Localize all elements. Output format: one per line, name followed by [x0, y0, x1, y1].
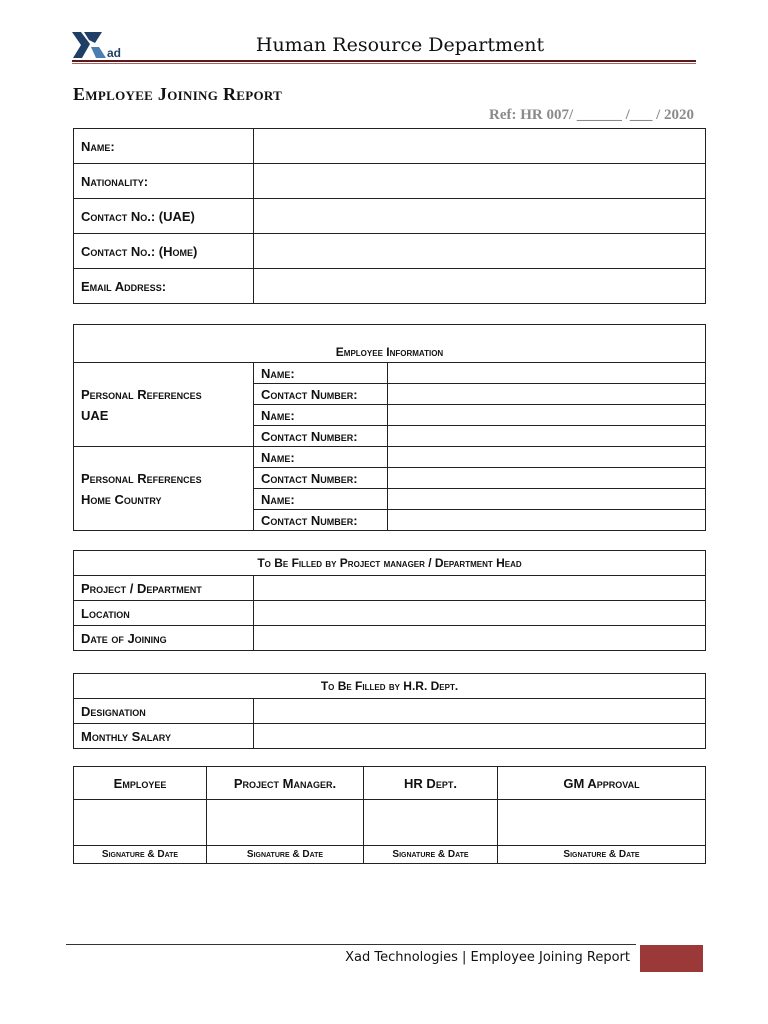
- header-rule: [72, 60, 696, 62]
- project-section-table: [73, 550, 706, 651]
- approvals-table: [73, 766, 706, 864]
- table-row: [74, 129, 706, 164]
- field-label: Date of Joining: [74, 626, 254, 651]
- uae-ref2-contact-field[interactable]: [388, 426, 706, 447]
- table-header-row: [74, 767, 706, 800]
- table-row: [74, 601, 706, 626]
- group-label-home: [74, 447, 254, 531]
- column-header: GM Approval: [498, 767, 706, 800]
- gm-signature-box[interactable]: [498, 800, 706, 846]
- column-header: Project Manager.: [207, 767, 364, 800]
- name-field[interactable]: [254, 129, 706, 164]
- report-title: Employee Joining Report: [73, 84, 283, 104]
- field-label: Designation: [74, 699, 254, 724]
- ref-label: Name:: [254, 489, 388, 510]
- table-header-row: [74, 551, 706, 576]
- hr-section-table: [73, 673, 706, 749]
- table-row: [74, 199, 706, 234]
- table-row: [74, 164, 706, 199]
- field-label: Nationality:: [74, 164, 254, 199]
- column-header: HR Dept.: [364, 767, 498, 800]
- group-label-uae: [74, 363, 254, 447]
- personal-details-table: [73, 128, 706, 304]
- employee-information-table: [73, 324, 706, 531]
- section-heading: To Be Filled by H.R. Dept.: [74, 674, 706, 699]
- ref-label: Contact Number:: [254, 426, 388, 447]
- project-department-field[interactable]: [254, 576, 706, 601]
- department-title: Human Resource Department: [255, 34, 545, 56]
- contact-home-field[interactable]: [254, 234, 706, 269]
- field-label: Monthly Salary: [74, 724, 254, 749]
- employee-signature-box[interactable]: [74, 800, 207, 846]
- group-label-line: Personal References: [81, 470, 202, 486]
- signature-label-row: [74, 846, 706, 864]
- uae-ref1-name-field[interactable]: [388, 363, 706, 384]
- xad-logo: [72, 30, 132, 60]
- designation-field[interactable]: [254, 699, 706, 724]
- field-label: Location: [74, 601, 254, 626]
- footer-rule: [66, 944, 636, 945]
- column-header: Employee: [74, 767, 207, 800]
- reference-number: Ref: HR 007/ ______ /___ / 2020: [489, 107, 694, 123]
- ref-label: Name:: [254, 363, 388, 384]
- table-row: [74, 269, 706, 304]
- section-heading: Employee Information: [74, 325, 706, 363]
- field-label: Project / Department: [74, 576, 254, 601]
- signature-date-label: Signature & Date: [498, 846, 706, 864]
- table-row: [74, 724, 706, 749]
- uae-ref1-contact-field[interactable]: [388, 384, 706, 405]
- svg-text:ad: ad: [107, 46, 122, 60]
- project-manager-signature-box[interactable]: [207, 800, 364, 846]
- nationality-field[interactable]: [254, 164, 706, 199]
- signature-date-label: Signature & Date: [207, 846, 364, 864]
- monthly-salary-field[interactable]: [254, 724, 706, 749]
- ref-label: Name:: [254, 447, 388, 468]
- ref-label: Name:: [254, 405, 388, 426]
- date-of-joining-field[interactable]: [254, 626, 706, 651]
- table-row: [74, 363, 706, 384]
- ref-label: Contact Number:: [254, 510, 388, 531]
- table-header-row: [74, 674, 706, 699]
- location-field[interactable]: [254, 601, 706, 626]
- ref-label: Contact Number:: [254, 468, 388, 489]
- field-label: Contact No.: (UAE): [74, 199, 254, 234]
- signature-date-label: Signature & Date: [74, 846, 207, 864]
- uae-ref2-name-field[interactable]: [388, 405, 706, 426]
- footer-accent-bar: [640, 945, 703, 972]
- table-row: [74, 576, 706, 601]
- field-label: Name:: [74, 129, 254, 164]
- field-label: Email Address:: [74, 269, 254, 304]
- home-ref1-name-field[interactable]: [388, 447, 706, 468]
- table-row: [74, 447, 706, 468]
- table-row: [74, 626, 706, 651]
- field-label: Contact No.: (Home): [74, 234, 254, 269]
- group-label-line: Personal References: [81, 386, 202, 402]
- contact-uae-field[interactable]: [254, 199, 706, 234]
- table-row: [74, 234, 706, 269]
- group-label-line: UAE: [81, 407, 109, 423]
- signature-date-label: Signature & Date: [364, 846, 498, 864]
- home-ref2-name-field[interactable]: [388, 489, 706, 510]
- signature-box-row: [74, 800, 706, 846]
- header-rule-thin: [72, 63, 696, 64]
- footer-text: Xad Technologies | Employee Joining Report: [345, 950, 630, 965]
- home-ref1-contact-field[interactable]: [388, 468, 706, 489]
- table-row: [74, 699, 706, 724]
- hr-signature-box[interactable]: [364, 800, 498, 846]
- email-field[interactable]: [254, 269, 706, 304]
- table-header-row: [74, 325, 706, 363]
- home-ref2-contact-field[interactable]: [388, 510, 706, 531]
- group-label-line: Home Country: [81, 491, 162, 507]
- section-heading: To Be Filled by Project manager / Department Head: [74, 551, 706, 576]
- ref-label: Contact Number:: [254, 384, 388, 405]
